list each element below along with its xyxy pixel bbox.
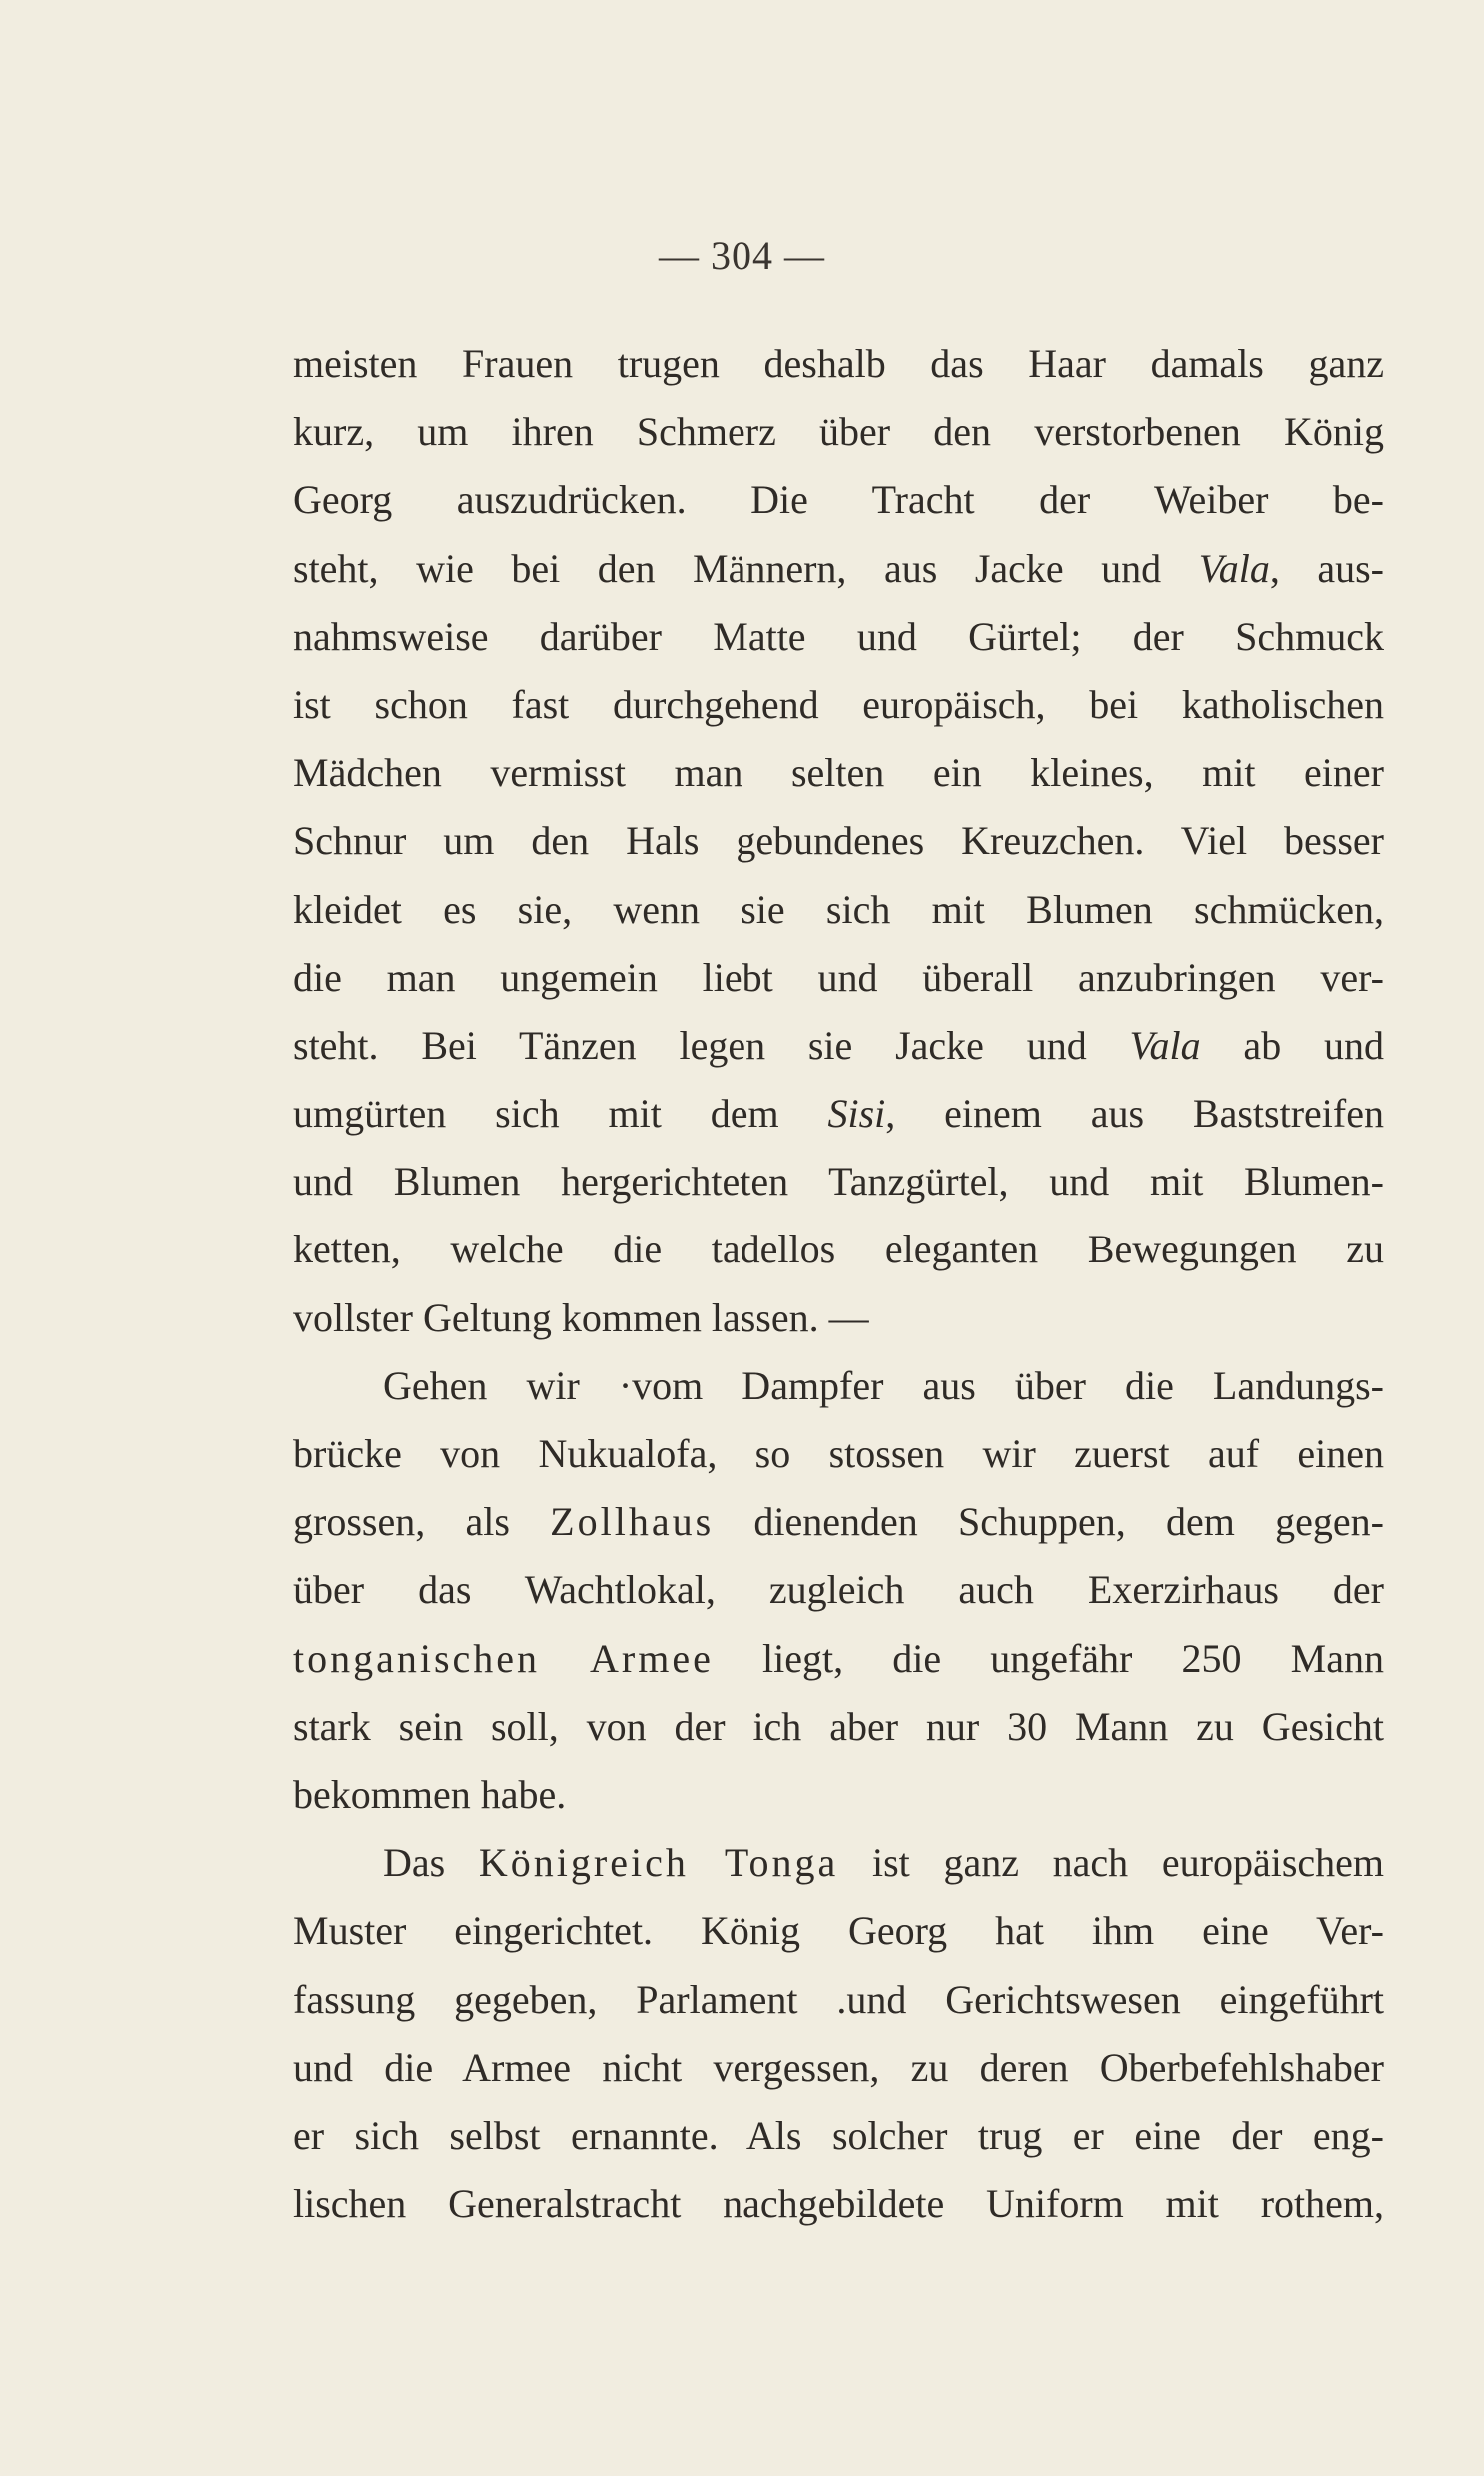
body-text <box>293 330 1384 2238</box>
text-run: steht, wie bei den Männern, aus Jacke und <box>293 545 1199 591</box>
text-line <box>293 739 1384 807</box>
text-line <box>293 1352 1384 1420</box>
text-line <box>293 1080 1384 1148</box>
text-run: meisten Frauen trugen deshalb das Haar damals ganz <box>293 341 1384 386</box>
text-run: steht. Bei Tänzen legen sie Jacke und <box>293 1022 1130 1068</box>
text-run: die man ungemein liebt und überall anzubringen ver- <box>293 954 1384 1000</box>
spaced-term: Königreich Tonga <box>478 1840 839 1886</box>
text-run: vollster Geltung kommen lassen. — <box>293 1294 869 1340</box>
text-run: , aus- <box>1269 545 1384 591</box>
text-line <box>293 398 1384 466</box>
text-run: Georg auszudrücken. Die Tracht der Weiber be- <box>293 477 1384 523</box>
text-run: ist ganz nach europäischem <box>838 1840 1384 1886</box>
text-line <box>293 330 1384 398</box>
text-line <box>293 2170 1384 2238</box>
text-line <box>293 1761 1384 1829</box>
text-line <box>293 1897 1384 1965</box>
text-line <box>293 944 1384 1012</box>
text-run: nahmsweise darüber Matte und Gürtel; der Schmuck <box>293 613 1384 659</box>
text-line <box>293 1966 1384 2034</box>
text-line <box>293 1420 1384 1488</box>
text-line <box>293 1284 1384 1352</box>
spaced-term: Zollhaus <box>550 1499 715 1545</box>
text-run: stark sein soll, von der ich aber nur 30 Mann zu Gesicht <box>293 1703 1384 1749</box>
text-run: über das Wachtlokal, zugleich auch Exerzirhaus der <box>293 1567 1384 1613</box>
text-run: er sich selbst ernannte. Als solcher trug er eine der eng- <box>293 2112 1384 2158</box>
italic-term: Sisi <box>827 1091 886 1137</box>
page-number: — 304 — <box>659 233 825 278</box>
text-run: grossen, als <box>293 1499 551 1545</box>
italic-term: Vala <box>1198 545 1270 591</box>
text-line <box>293 1625 1384 1693</box>
text-line <box>293 807 1384 875</box>
text-run: Schnur um den Hals gebundenes Kreuzchen. Viel besser <box>293 818 1384 864</box>
text-line <box>293 466 1384 534</box>
text-line <box>293 1148 1384 1216</box>
text-run: dienenden Schuppen, dem gegen- <box>714 1499 1384 1545</box>
text-line <box>293 2034 1384 2102</box>
text-run: liegt, die ungefähr 250 Mann <box>713 1635 1384 1681</box>
text-run: , einem aus Baststreifen <box>885 1091 1384 1137</box>
text-line <box>293 535 1384 603</box>
text-line <box>293 671 1384 739</box>
text-run: ist schon fast durchgehend europäisch, bei katholischen <box>293 681 1384 727</box>
text-line <box>293 603 1384 671</box>
text-line <box>293 1693 1384 1761</box>
text-run: Mädchen vermisst man selten ein kleines, mit einer <box>293 750 1384 796</box>
text-run: und Blumen hergerichteten Tanzgürtel, und mit Blumen- <box>293 1159 1384 1205</box>
text-line <box>293 1829 1384 1897</box>
text-run: lischen Generalstracht nachgebildete Uniform mit rothem, <box>293 2181 1384 2227</box>
text-line <box>293 1556 1384 1624</box>
text-run: Das <box>383 1840 479 1886</box>
text-run: bekommen habe. <box>293 1771 567 1817</box>
text-run: kleidet es sie, wenn sie sich mit Blumen schmücken, <box>293 886 1384 932</box>
text-line <box>293 876 1384 944</box>
text-run: umgürten sich mit dem <box>293 1091 828 1137</box>
text-run: und die Armee nicht vergessen, zu deren Oberbefehlshaber <box>293 2044 1384 2090</box>
text-run: Muster eingerichtet. König Georg hat ihm eine Ver- <box>293 1908 1384 1954</box>
text-line <box>293 1488 1384 1556</box>
italic-term: Vala <box>1129 1022 1201 1068</box>
text-run: kurz, um ihren Schmerz über den verstorbenen König <box>293 409 1384 455</box>
text-line <box>293 1012 1384 1080</box>
spaced-term: tonganischen Armee <box>293 1635 714 1681</box>
text-run: fassung gegeben, Parlament .und Gerichtswesen eingeführt <box>293 1976 1384 2022</box>
text-run: ab und <box>1200 1022 1384 1068</box>
text-line <box>293 2102 1384 2170</box>
text-line <box>293 1216 1384 1283</box>
text-run: brücke von Nukualofa, so stossen wir zuerst auf einen <box>293 1431 1384 1476</box>
text-run: Gehen wir ·vom Dampfer aus über die Landungs- <box>383 1362 1384 1408</box>
text-run: ketten, welche die tadellos eleganten Bewegungen zu <box>293 1227 1384 1272</box>
